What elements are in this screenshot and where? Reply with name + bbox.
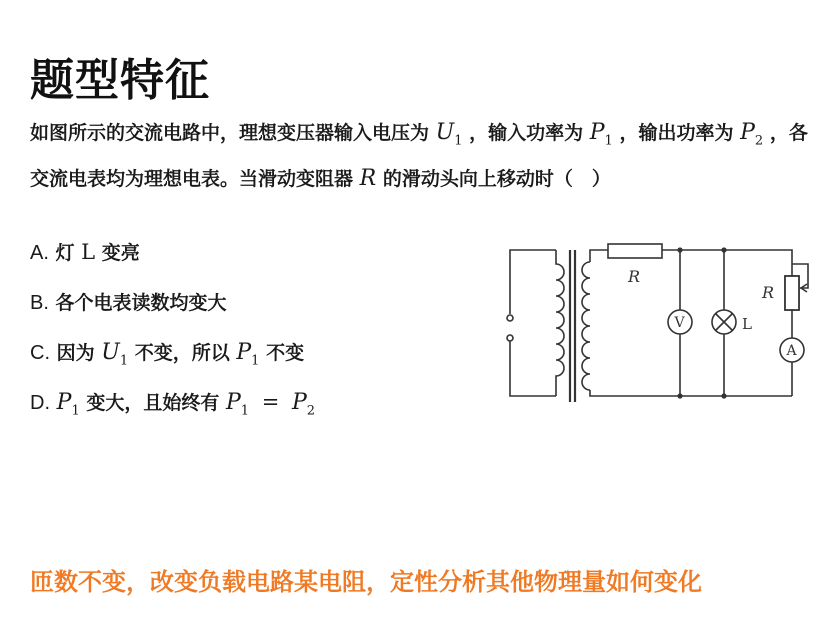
lamp-symbol: L: [81, 240, 96, 264]
question-seg-3: ，输出功率为: [619, 122, 734, 144]
math-p2: $P_2$: [291, 390, 316, 419]
circuit-diagram: [496, 236, 816, 416]
option-a[interactable]: A. 灯 L 变亮: [30, 240, 140, 264]
summary-footer: 匝数不变，改变负载电路某电阻，定性分析其他物理量如何变化: [30, 568, 702, 596]
question-seg-5: 的滑动头向上移动时（ ）: [382, 168, 611, 191]
rheostat-label: R: [762, 283, 775, 302]
voltmeter-label: V: [674, 315, 685, 331]
lamp-label: L: [742, 315, 752, 333]
math-p1: $P_1$: [56, 390, 80, 419]
ammeter-label: A: [786, 343, 797, 359]
math-p1: $P_1$: [225, 390, 250, 419]
resistor-label: R: [628, 267, 641, 286]
question-text: [30, 114, 810, 198]
question-seg-1: 如图所示的交流电路中，理想变压器输入电压为: [30, 122, 430, 144]
option-c-letter: C.: [30, 342, 50, 364]
equals-sign: =: [261, 390, 280, 414]
option-c[interactable]: C. 因为 $U_1$ 不变，所以 $P_1$ 不变: [30, 340, 305, 369]
math-u1: $U_1$: [435, 120, 463, 149]
question-seg-4: ，各交流电表均为理想电表。当滑动变阻器: [30, 122, 808, 191]
option-b-letter: B.: [30, 292, 49, 314]
option-d[interactable]: D. $P_1$ 变大，且始终有 $P_1 = P_2$: [30, 390, 316, 419]
page-title: 题型特征: [30, 55, 210, 106]
option-a-letter: A.: [30, 242, 49, 264]
math-p1: $P_1$: [589, 120, 613, 149]
question-seg-2: ，输入功率为: [469, 122, 584, 144]
math-p1: $P_1$: [236, 340, 260, 369]
option-b[interactable]: B. 各个电表读数均变大: [30, 292, 227, 314]
option-d-letter: D.: [30, 392, 50, 414]
math-r: R: [359, 166, 377, 192]
math-p2: $P_2$: [740, 120, 764, 149]
math-u1: $U_1$: [101, 340, 129, 369]
